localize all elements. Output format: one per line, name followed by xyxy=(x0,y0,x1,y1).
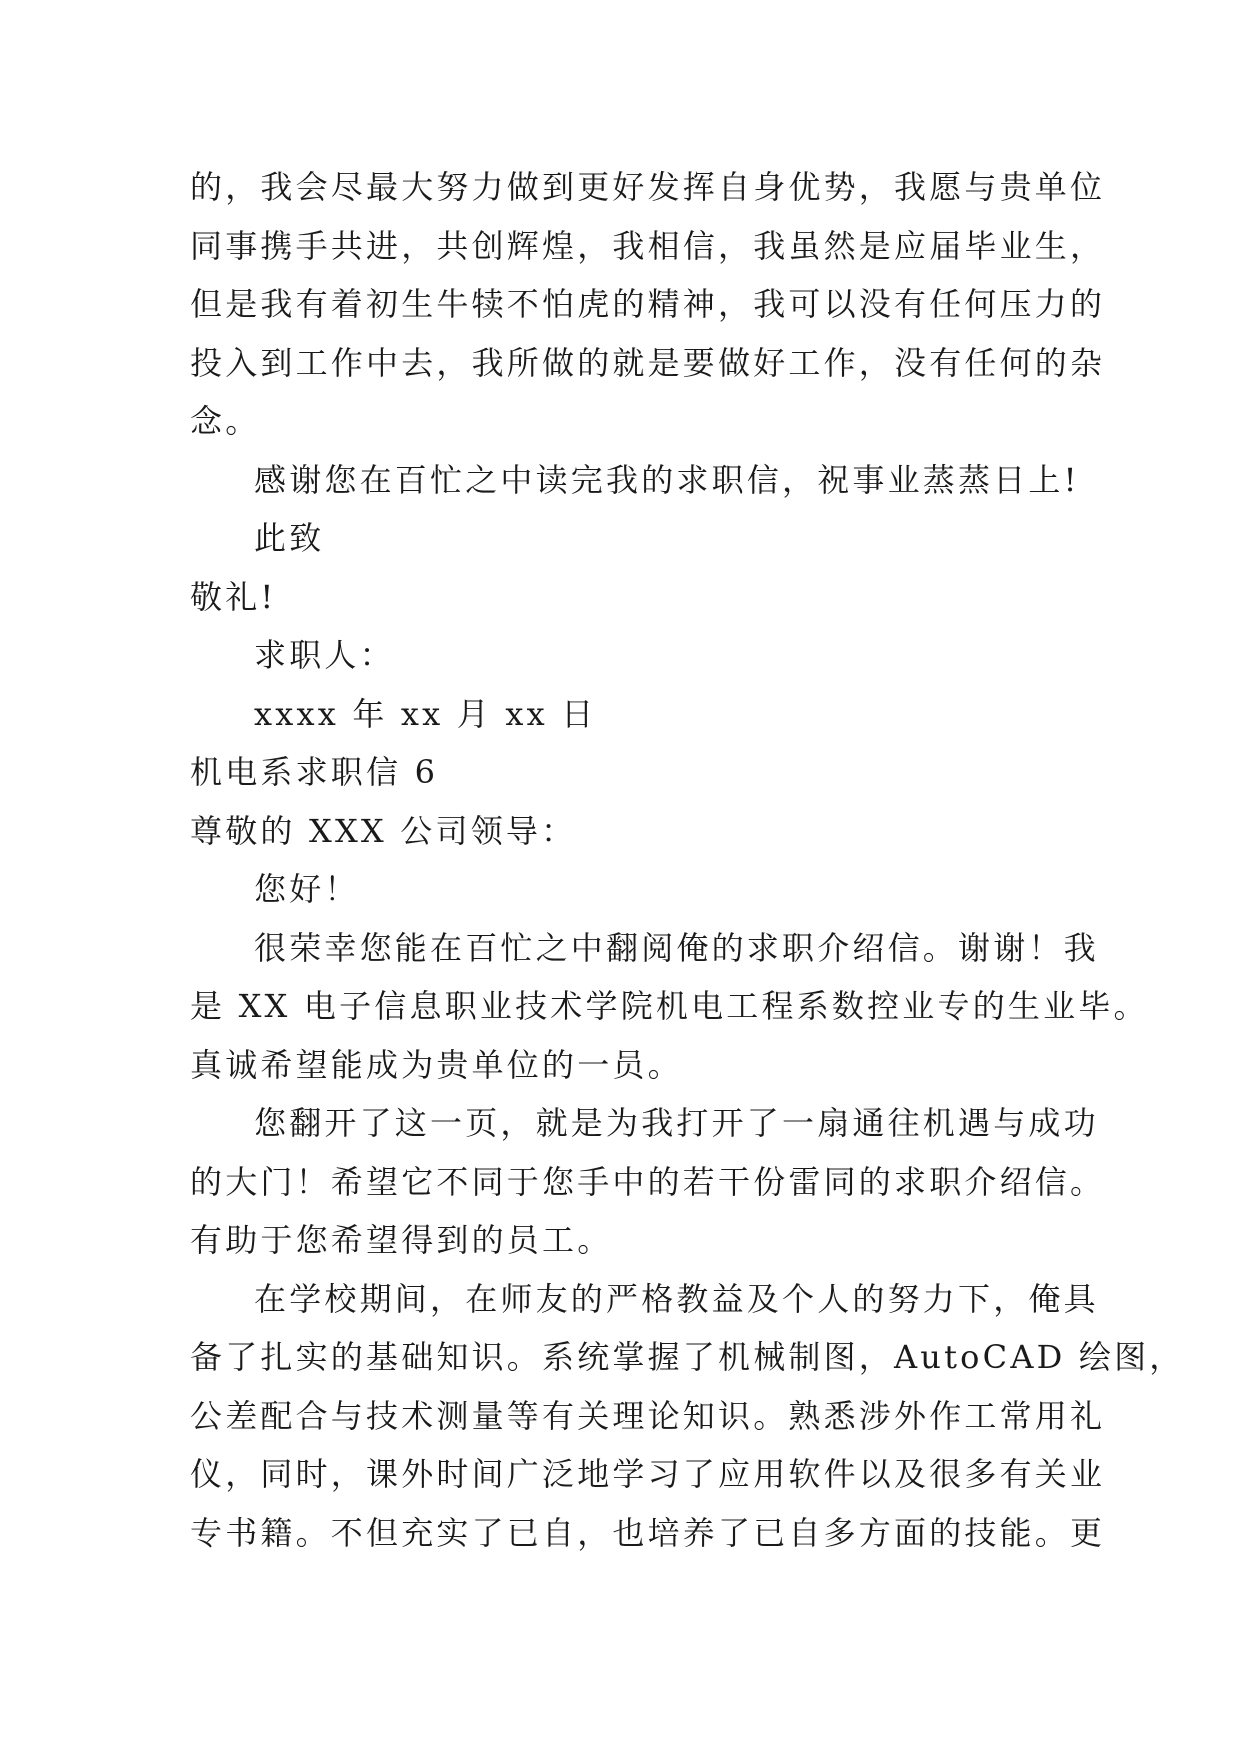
text-line: 投入到工作中去，我所做的就是要做好工作，没有任何的杂 xyxy=(190,343,1106,382)
text-line: 很荣幸您能在百忙之中翻阅俺的求职介绍信。谢谢！我 xyxy=(254,928,1099,967)
letter-greeting: 尊敬的 XXX 公司领导： xyxy=(190,811,577,850)
text-line: 的，我会尽最大努力做到更好发挥自身优势，我愿与贵单位 xyxy=(190,168,1106,206)
text-line: 专书籍。不但充实了已自，也培养了已自多方面的技能。更 xyxy=(190,1513,1106,1552)
text-line: 是 XX 电子信息职业技术学院机电工程系数控业专的生业毕。 xyxy=(190,987,1149,1025)
text-line: 有助于您希望得到的员工。 xyxy=(190,1221,613,1259)
signature-date: xxxx 年 xx 月 xx 日 xyxy=(254,694,597,733)
text-line: 但是我有着初生牛犊不怕虎的精神，我可以没有任何压力的 xyxy=(190,285,1106,323)
closing-thanks: 感谢您在百忙之中读完我的求职信，祝事业蒸蒸日上! xyxy=(254,460,1080,499)
text-line: 在学校期间，在师友的严格教益及个人的努力下，俺具 xyxy=(254,1279,1099,1318)
text-line: 的大门！希望它不同于您手中的若干份雷同的求职介绍信。 xyxy=(190,1162,1106,1201)
text-line: 同事携手共进，共创辉煌，我相信，我虽然是应届毕业生， xyxy=(190,226,1106,265)
section-title: 机电系求职信 6 xyxy=(190,753,439,791)
letter-hello: 您好！ xyxy=(254,870,360,908)
text-line: 仪，同时，课外时间广泛地学习了应用软件以及很多有关业 xyxy=(190,1455,1106,1493)
salutation-regards: 敬礼! xyxy=(190,577,277,616)
text-line: 念。 xyxy=(190,402,261,440)
text-line: 您翻开了这一页，就是为我打开了一扇通往机遇与成功 xyxy=(254,1104,1099,1142)
text-line: 备了扎实的基础知识。系统掌握了机械制图，AutoCAD 绘图， xyxy=(190,1338,1185,1376)
letter-body xyxy=(190,158,1185,1562)
text-line: 公差配合与技术测量等有关理论知识。熟悉涉外作工常用礼 xyxy=(190,1396,1106,1435)
salutation-close: 此致 xyxy=(254,519,325,557)
text-line: 真诚希望能成为贵单位的一员。 xyxy=(190,1045,683,1084)
signature-label: 求职人： xyxy=(254,636,395,674)
